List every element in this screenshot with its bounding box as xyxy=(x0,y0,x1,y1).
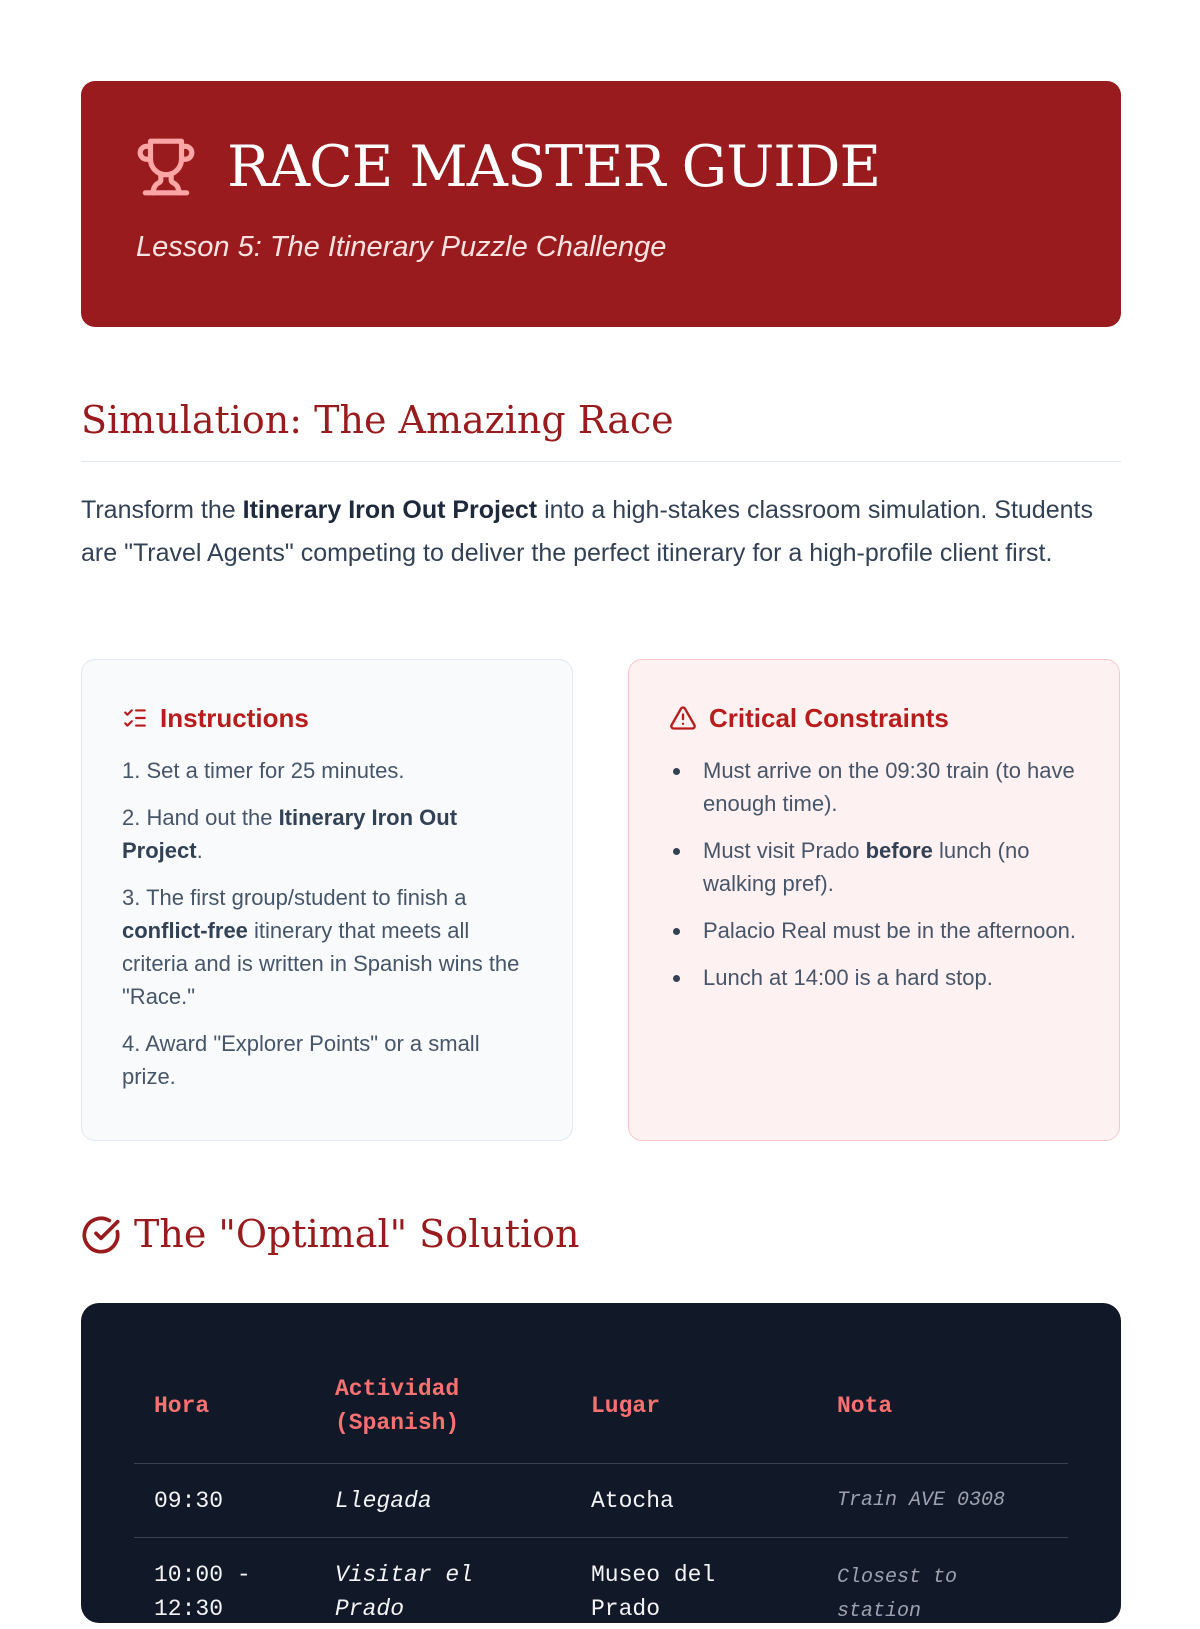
column-header-nota: Nota xyxy=(837,1393,893,1419)
column-header-lugar: Lugar xyxy=(591,1393,661,1419)
row-divider xyxy=(134,1463,1068,1464)
list-item: 3. The first group/student to finish a conflict-free itinerary that meets all criteria and is written in Spanish wins the "Race." xyxy=(122,885,520,1009)
table-cell: 10:00 - 12:30 xyxy=(154,1562,251,1622)
section-title-solution: The "Optimal" Solution xyxy=(134,1212,580,1256)
table-cell: Train AVE 0308 xyxy=(837,1489,1006,1512)
list-item: 4. Award "Explorer Points" or a small prize. xyxy=(122,1031,480,1089)
list-item: Lunch at 14:00 is a hard stop. xyxy=(669,961,1079,994)
instructions-list xyxy=(122,754,532,1093)
table-cell: Visitar el Prado xyxy=(335,1562,474,1622)
page-title: RACE MASTER GUIDE xyxy=(227,134,881,200)
instructions-title: Instructions xyxy=(160,702,309,733)
intro-text-start: Transform the xyxy=(81,496,243,524)
list-item: 2. Hand out the Itinerary Iron Out Project. xyxy=(122,805,458,863)
section-title-simulation: Simulation: The Amazing Race xyxy=(81,398,674,442)
constraints-heading xyxy=(669,702,1079,734)
header-banner xyxy=(81,81,1121,327)
intro-text-bold: Itinerary Iron Out Project xyxy=(242,496,538,524)
instructions-card xyxy=(81,659,573,1141)
row-divider xyxy=(134,1537,1068,1538)
instructions-heading xyxy=(122,702,532,734)
table-cell: Closest to station xyxy=(837,1566,958,1623)
warning-icon xyxy=(669,704,697,732)
list-item: 1. Set a timer for 25 minutes. xyxy=(122,758,405,783)
intro-text-end: into a high-stakes classroom simulation. Students are "Travel Agents" competing to deliver the perfect itinerary for a high-profile client first. xyxy=(81,496,1093,567)
table-cell: 09:30 xyxy=(154,1488,224,1514)
constraints-card xyxy=(628,659,1120,1141)
list-item: Palacio Real must be in the afternoon. xyxy=(669,914,1079,947)
trophy-icon xyxy=(135,136,197,198)
solution-table xyxy=(81,1303,1121,1623)
check-circle-icon xyxy=(81,1215,121,1255)
column-header-actividad: Actividad (Spanish) xyxy=(335,1376,460,1436)
section-divider xyxy=(81,461,1121,462)
constraints-list xyxy=(669,754,1079,994)
list-check-icon xyxy=(122,705,148,731)
intro-paragraph xyxy=(81,489,1121,575)
list-item: Must arrive on the 09:30 train (to have enough time). xyxy=(669,754,1079,820)
table-cell: Museo del Prado xyxy=(591,1562,716,1622)
table-cell: Atocha xyxy=(591,1488,674,1514)
list-item: Must visit Prado before lunch (no walking pref). xyxy=(669,834,1079,900)
column-header-hora: Hora xyxy=(154,1393,210,1419)
page-subtitle: Lesson 5: The Itinerary Puzzle Challenge xyxy=(136,231,667,263)
constraints-title: Critical Constraints xyxy=(709,702,949,733)
table-cell: Llegada xyxy=(335,1488,432,1514)
